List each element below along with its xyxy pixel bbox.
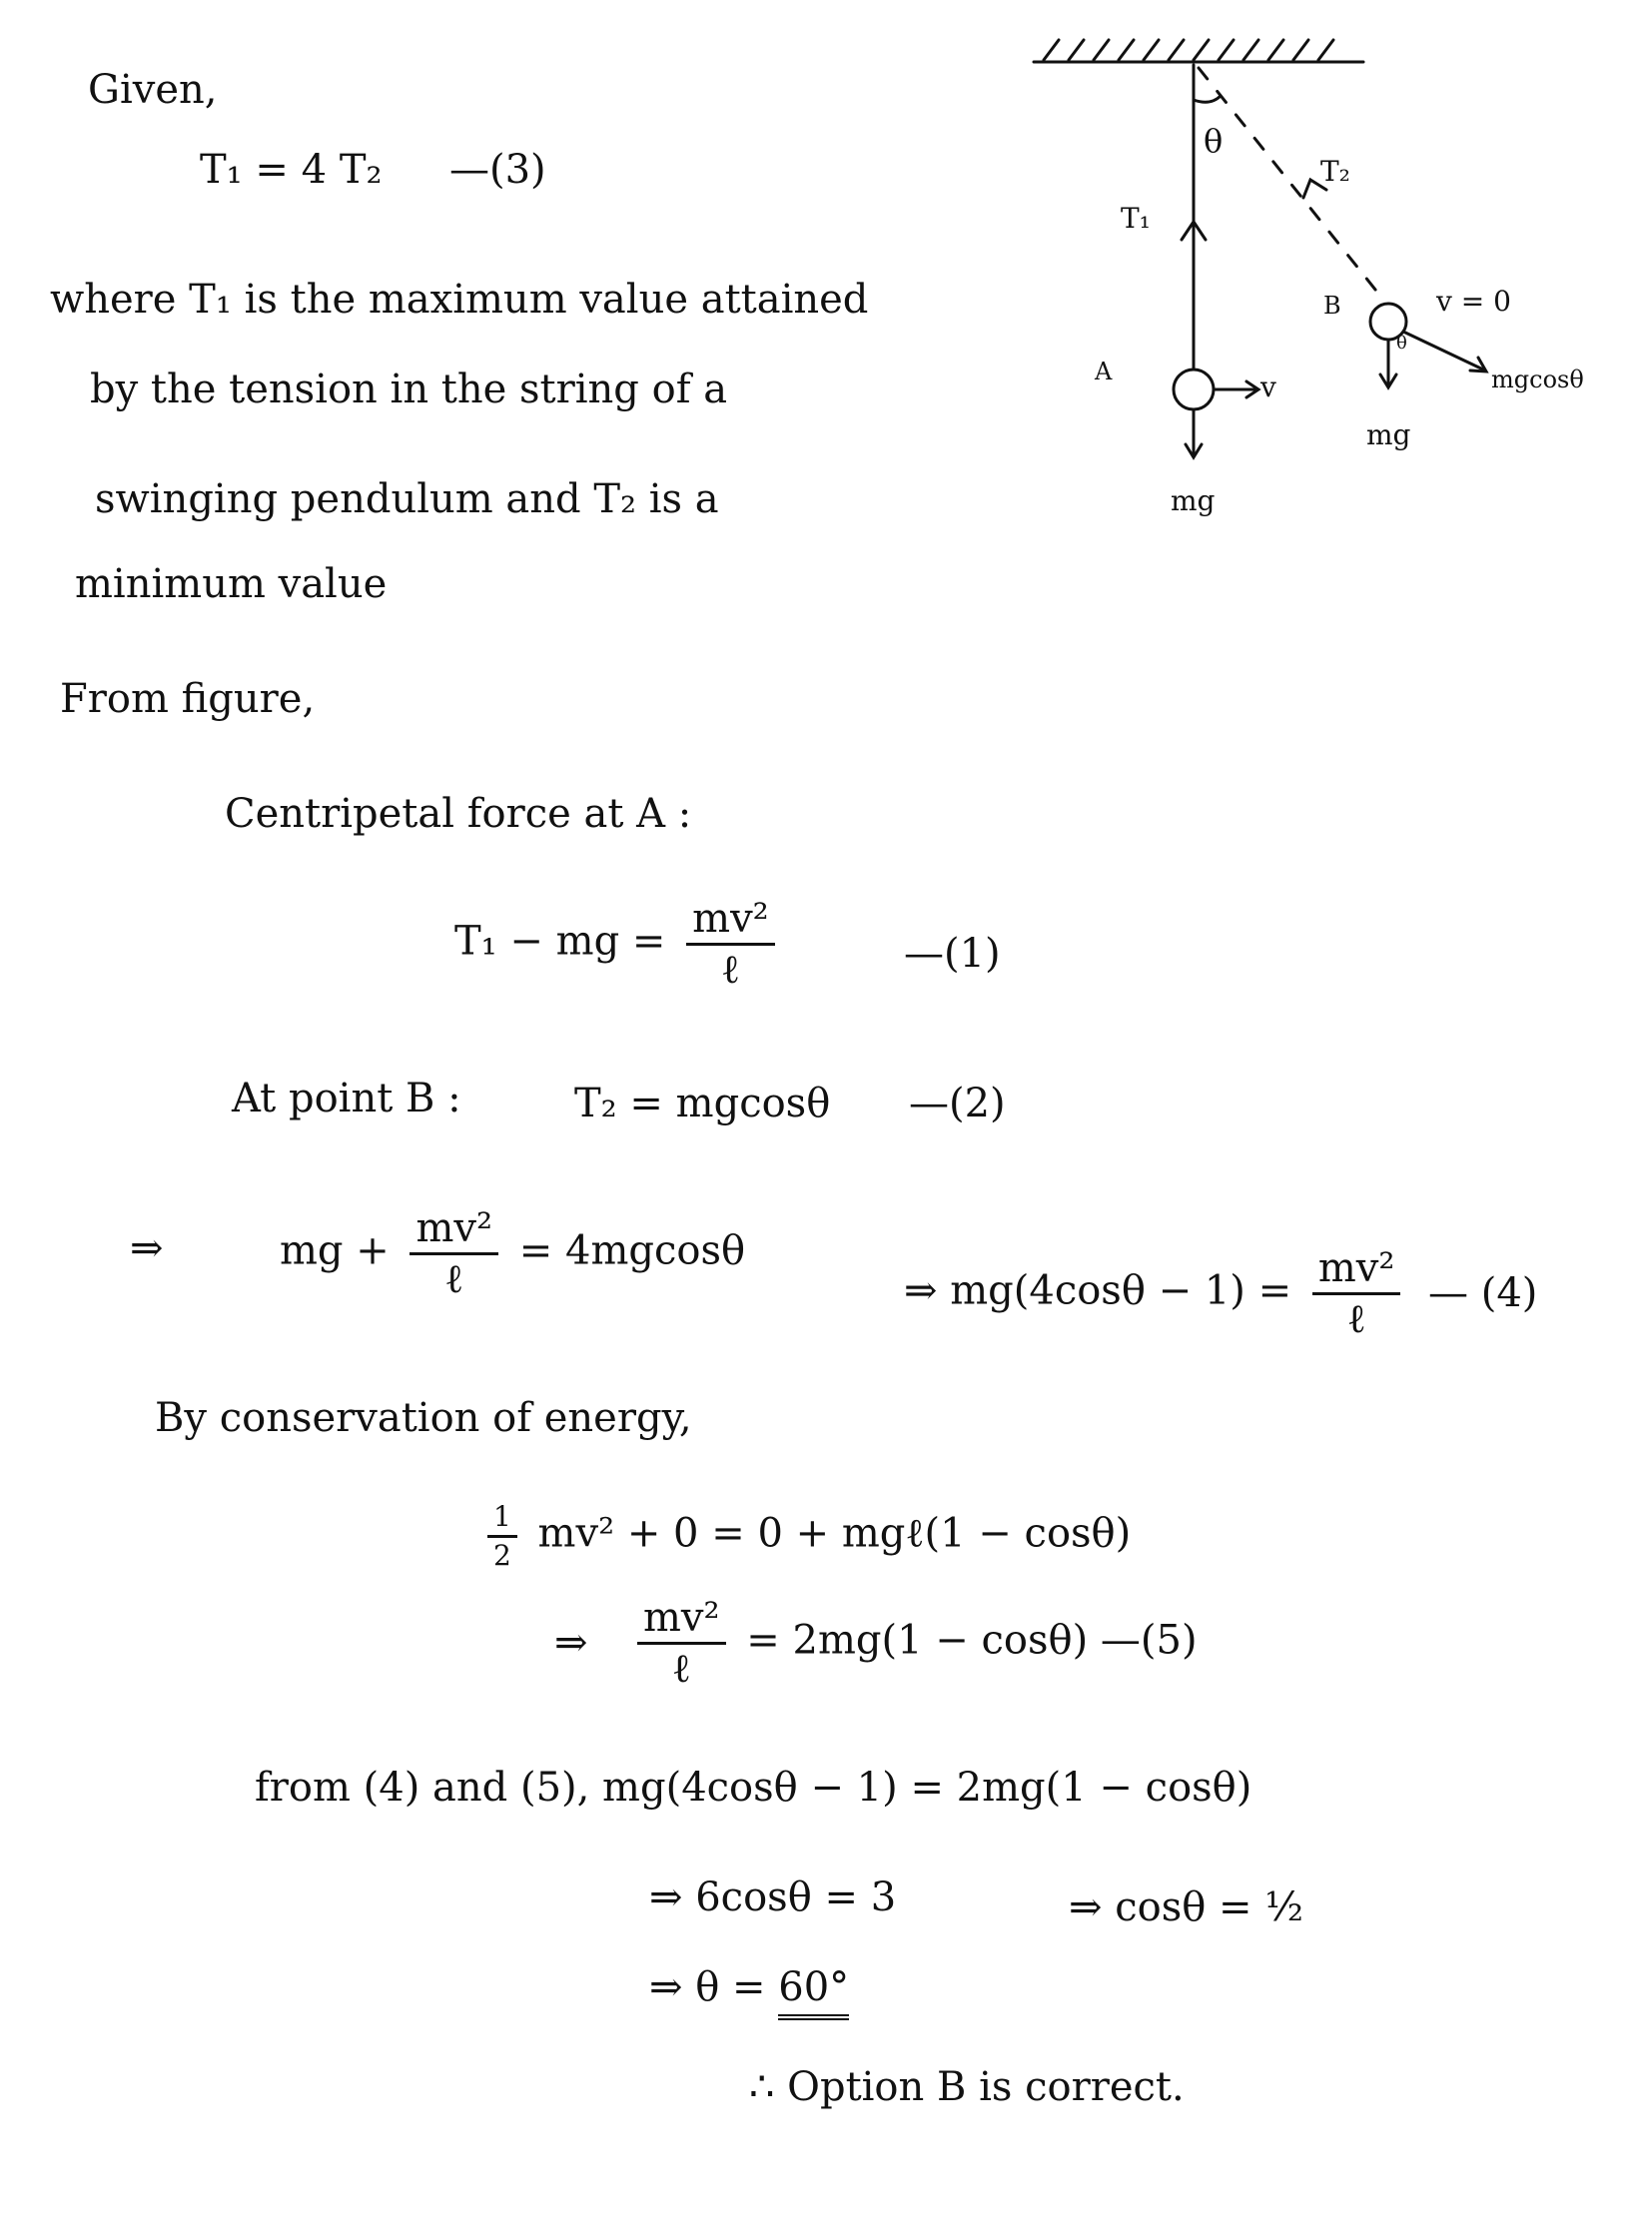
implies1-denominator: ℓ (444, 1256, 464, 1302)
given-desc-line1: where T₁ is the maximum value attained (50, 277, 869, 323)
point-b-label: At point B : (232, 1076, 461, 1121)
energy-label: By conservation of energy, (155, 1395, 692, 1441)
bob-a (1174, 370, 1214, 409)
from-figure-heading: From figure, (60, 676, 316, 722)
implies2-denominator: ℓ (1346, 1296, 1366, 1342)
eq1-numerator: mv² (686, 899, 775, 946)
energy-eq-rest: mv² + 0 = 0 + mgℓ(1 − cosθ) (537, 1510, 1132, 1557)
energy-equation (479, 1500, 1132, 1572)
result-value: 60° (778, 1964, 849, 2020)
equation-1 (454, 896, 783, 993)
diagram-t2-label: T₂ (1320, 155, 1350, 188)
implies1-numerator: mv² (410, 1208, 498, 1255)
implies-equation-2 (904, 1245, 1408, 1342)
step-2: ⇒ cosθ = ½ (1069, 1884, 1304, 1930)
given-heading: Given, (88, 67, 218, 113)
eq5-rest: = 2mg(1 − cosθ) —(5) (746, 1617, 1198, 1664)
implies1-fraction (410, 1205, 498, 1302)
eq1-tag: —(1) (904, 931, 1001, 977)
given-desc-line4: minimum value (75, 561, 388, 607)
half-fraction (487, 1500, 517, 1572)
eq5-numerator: mv² (637, 1598, 726, 1645)
diagram-point-b: B (1323, 292, 1341, 320)
eq5-arrow: ⇒ (554, 1620, 588, 1666)
eq5-fraction (637, 1595, 726, 1692)
diagram-mg-b: mg (1366, 418, 1411, 451)
given-desc-line3: swinging pendulum and T₂ is a (95, 476, 719, 522)
given-equation: T₁ = 4 T₂ (200, 147, 383, 193)
half-denominator: 2 (493, 1539, 511, 1572)
implies2-fraction (1312, 1245, 1401, 1342)
eq4-tag: — (4) (1428, 1270, 1538, 1316)
result-pre: ⇒ θ = (649, 1964, 766, 2010)
diagram-point-a: A (1095, 358, 1113, 385)
string-dashed (1199, 68, 1383, 300)
eq5-denominator: ℓ (671, 1646, 691, 1692)
equation-5 (629, 1595, 1198, 1692)
diagram-theta-label: θ (1204, 122, 1224, 160)
result-line (649, 1964, 850, 2010)
eq2-tag: —(2) (909, 1081, 1006, 1126)
diagram-mg-a: mg (1171, 484, 1216, 517)
centripetal-label: Centripetal force at A : (225, 791, 692, 837)
diagram-theta-b: θ (1396, 333, 1407, 354)
given-desc-line2: by the tension in the string of a (90, 367, 728, 412)
implies-arrow-1: ⇒ (130, 1225, 164, 1271)
step-1: ⇒ 6cosθ = 3 (649, 1874, 897, 1920)
diagram-v-at-b: v = 0 (1436, 285, 1511, 318)
implies1-post: = 4mgcosθ (518, 1227, 746, 1274)
conclusion: ∴ Option B is correct. (749, 2064, 1185, 2110)
implies1-pre: mg + (280, 1227, 390, 1274)
diagram-t1-label: T₁ (1121, 202, 1151, 235)
equation-2: T₂ = mgcosθ (574, 1081, 831, 1126)
given-eq-tag: —(3) (449, 147, 546, 193)
implies2-numerator: mv² (1312, 1248, 1401, 1295)
implies-equation-1 (280, 1205, 746, 1302)
combine-equation: from (4) and (5), mg(4cosθ − 1) = 2mg(1 − cosθ) (255, 1765, 1252, 1811)
eq1-lhs: T₁ − mg = (454, 918, 666, 965)
half-numerator: 1 (487, 1503, 517, 1538)
diagram-v-at-a: v (1260, 371, 1276, 403)
eq1-fraction (686, 896, 775, 993)
implies2-pre: ⇒ mg(4cosθ − 1) = (904, 1267, 1292, 1314)
diagram-mgcos-label: mgcosθ (1491, 366, 1584, 393)
eq1-denominator: ℓ (720, 947, 741, 993)
